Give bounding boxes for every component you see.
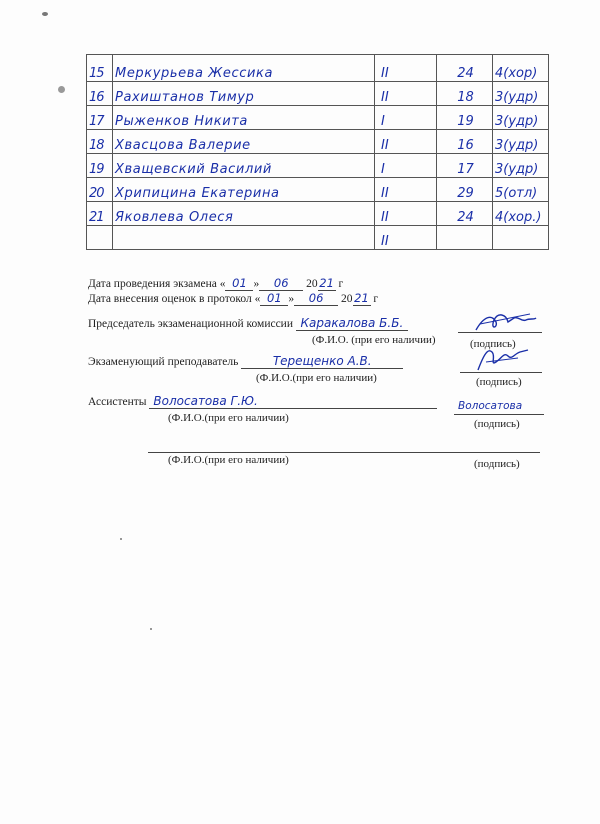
- chairman-signature-icon: [470, 308, 540, 336]
- exam-date-year-prefix: 20: [306, 278, 318, 290]
- exam-date-label: Дата проведения экзамена «: [88, 278, 226, 290]
- score: 18: [437, 82, 493, 106]
- student-name: Яковлева Олеся: [113, 202, 375, 226]
- row-number: 19: [87, 154, 113, 178]
- protocol-date-suffix: г: [373, 293, 379, 305]
- exam-form: II: [375, 178, 437, 202]
- grade: 5(отл): [493, 178, 549, 202]
- table-row: [87, 106, 549, 130]
- exam-date-year: 21: [319, 276, 334, 290]
- table-row: [87, 130, 549, 154]
- assistants-name: Волосатова Г.Ю.: [149, 394, 437, 409]
- assistants-label: Ассистенты: [88, 396, 147, 408]
- chairman-fio-caption: (Ф.И.О. (при его наличии): [312, 334, 436, 346]
- student-name: Меркурьева Жессика: [113, 55, 375, 82]
- scan-speck: [120, 538, 122, 540]
- assistant2-sign-caption: (подпись): [474, 458, 520, 470]
- examiner-name: Терещенко А.В.: [241, 354, 403, 369]
- assistants-sign-line: [454, 414, 544, 415]
- protocol-date-label: Дата внесения оценок в протокол «: [88, 293, 261, 305]
- table-row: [87, 82, 549, 106]
- protocol-date-sep: »: [288, 293, 295, 305]
- score: 19: [437, 106, 493, 130]
- examiner-line: [88, 354, 403, 369]
- grade: 3(удр): [493, 154, 549, 178]
- student-name: Хвасцова Валерие: [113, 130, 375, 154]
- exam-date-sep: »: [253, 278, 260, 290]
- row-number: 21: [87, 202, 113, 226]
- score: 17: [437, 154, 493, 178]
- examiner-label: Экзаменующий преподаватель: [88, 356, 239, 368]
- exam-date-day: 01: [225, 276, 253, 291]
- row-number: 17: [87, 106, 113, 130]
- assistants-fio-caption: (Ф.И.О.(при его наличии): [168, 412, 289, 424]
- table-row: [87, 178, 549, 202]
- student-name: Рахиштанов Тимур: [113, 82, 375, 106]
- exam-form: I: [375, 106, 437, 130]
- grade: 3(удр): [493, 130, 549, 154]
- scan-speck: [150, 628, 152, 630]
- row-number: [87, 226, 113, 250]
- grade: [493, 226, 549, 250]
- exam-date-month: 06: [259, 276, 303, 291]
- grade: 4(хор): [493, 55, 549, 82]
- table-row: [87, 202, 549, 226]
- protocol-date-year: 21: [354, 291, 369, 305]
- chairman-line: [88, 316, 408, 331]
- grades-table: [86, 54, 549, 250]
- exam-date-line: [88, 276, 343, 291]
- examiner-sign-caption: (подпись): [476, 376, 522, 388]
- protocol-date-line: [88, 291, 378, 306]
- assistants-line: [88, 394, 437, 409]
- score: 29: [437, 178, 493, 202]
- exam-form: II: [375, 130, 437, 154]
- row-number: 16: [87, 82, 113, 106]
- score: 24: [437, 202, 493, 226]
- assistant2-fio-caption: (Ф.И.О.(при его наличии): [168, 454, 289, 466]
- protocol-date-day: 01: [260, 291, 288, 306]
- grade: 3(удр): [493, 106, 549, 130]
- scan-speck: [42, 12, 48, 16]
- row-number: 15: [87, 55, 113, 82]
- exam-form: II: [375, 55, 437, 82]
- chairman-name: Каракалова Б.Б.: [296, 316, 408, 331]
- student-name: Хрипицина Екатерина: [113, 178, 375, 202]
- exam-date-suffix: г: [338, 278, 344, 290]
- table-row: [87, 55, 549, 82]
- score: 16: [437, 130, 493, 154]
- row-number: 20: [87, 178, 113, 202]
- exam-form: II: [375, 226, 437, 250]
- assistant2-line: [148, 452, 540, 453]
- chairman-label: Председатель экзаменационной комиссии: [88, 318, 293, 330]
- protocol-date-year-prefix: 20: [341, 293, 353, 305]
- score: 24: [437, 55, 493, 82]
- student-name: [113, 226, 375, 250]
- exam-form: II: [375, 202, 437, 226]
- exam-form: I: [375, 154, 437, 178]
- assistants-signature: Волосатова: [458, 400, 523, 412]
- student-name: Хващевский Василий: [113, 154, 375, 178]
- score: [437, 226, 493, 250]
- examiner-signature-icon: [474, 344, 534, 374]
- row-number: 18: [87, 130, 113, 154]
- exam-form: II: [375, 82, 437, 106]
- grade: 4(хор.): [493, 202, 549, 226]
- scan-speck: [58, 86, 65, 93]
- table-row: [87, 154, 549, 178]
- student-name: Рыженков Никита: [113, 106, 375, 130]
- assistants-sign-caption: (подпись): [474, 418, 520, 430]
- examiner-fio-caption: (Ф.И.О.(при его наличии): [256, 372, 377, 384]
- chairman-sign-caption: (подпись): [470, 338, 516, 350]
- table-row: [87, 226, 549, 250]
- grade: 3(удр): [493, 82, 549, 106]
- protocol-date-month: 06: [294, 291, 338, 306]
